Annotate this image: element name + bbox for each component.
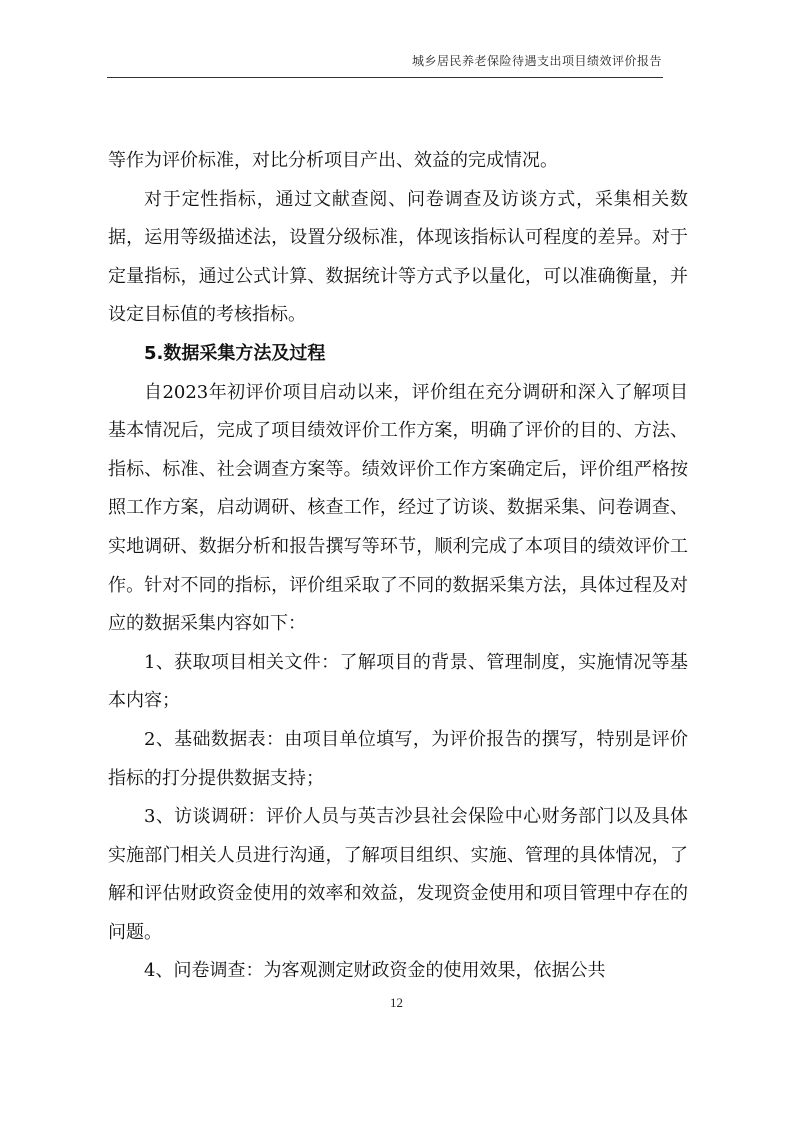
document-body <box>108 142 688 991</box>
list-item-basic-data: 2、基础数据表：由项目单位填写，为评价报告的撰写，特别是评价指标的打分提供数据支持； <box>108 728 688 789</box>
section-heading: 5.数据采集方法及过程 <box>144 342 326 364</box>
paragraph-data-collection: 自2023年初评价项目启动以来，评价组在充分调研和深入了解项目基本情况后，完成了项目绩效评价工作方案，明确了评价的目的、方法、指标、标准、社会调查方案等。绩效评价工作方案确定后，评价组严格按照工作方案，启动调研、核查工作，经过了访谈、数据采集、问卷调查、实地调研、数据分析和报告撰写等环节，顺利完成了本项目的绩效评价工作。针对不同的指标，评价组采取了不同的数据采集方法，具体过程及对应的数据采集内容如下： <box>108 381 688 635</box>
paragraph-indicators: 对于定性指标，通过文献查阅、问卷调查及访谈方式，采集相关数据，运用等级描述法，设置分级标准，体现该指标认可程度的差异。对于定量指标，通过公式计算、数据统计等方式予以量化，可以准确衡量，并设定目标值的考核指标。 <box>108 188 688 326</box>
paragraph-continuation: 等作为评价标准，对比分析项目产出、效益的完成情况。 <box>108 150 558 171</box>
header-divider <box>107 77 663 78</box>
running-header: 城乡居民养老保险待遇支出项目绩效评价报告 <box>411 54 662 68</box>
list-item-questionnaire: 4、问卷调查：为客观测定财政资金的使用效果，依据公共 <box>144 960 606 982</box>
list-item-interviews: 3、访谈调研：评价人员与英吉沙县社会保险中心财务部门以及具体实施部门相关人员进行沟通，了解项目组织、实施、管理的具体情况，了解和评估财政资金使用的效率和效益，发现资金使用和项目管理中存在的问题。 <box>108 806 688 943</box>
page-number: 12 <box>390 995 403 1010</box>
list-item-documents: 1、获取项目相关文件：了解项目的背景、管理制度，实施情况等基本内容； <box>108 651 688 712</box>
